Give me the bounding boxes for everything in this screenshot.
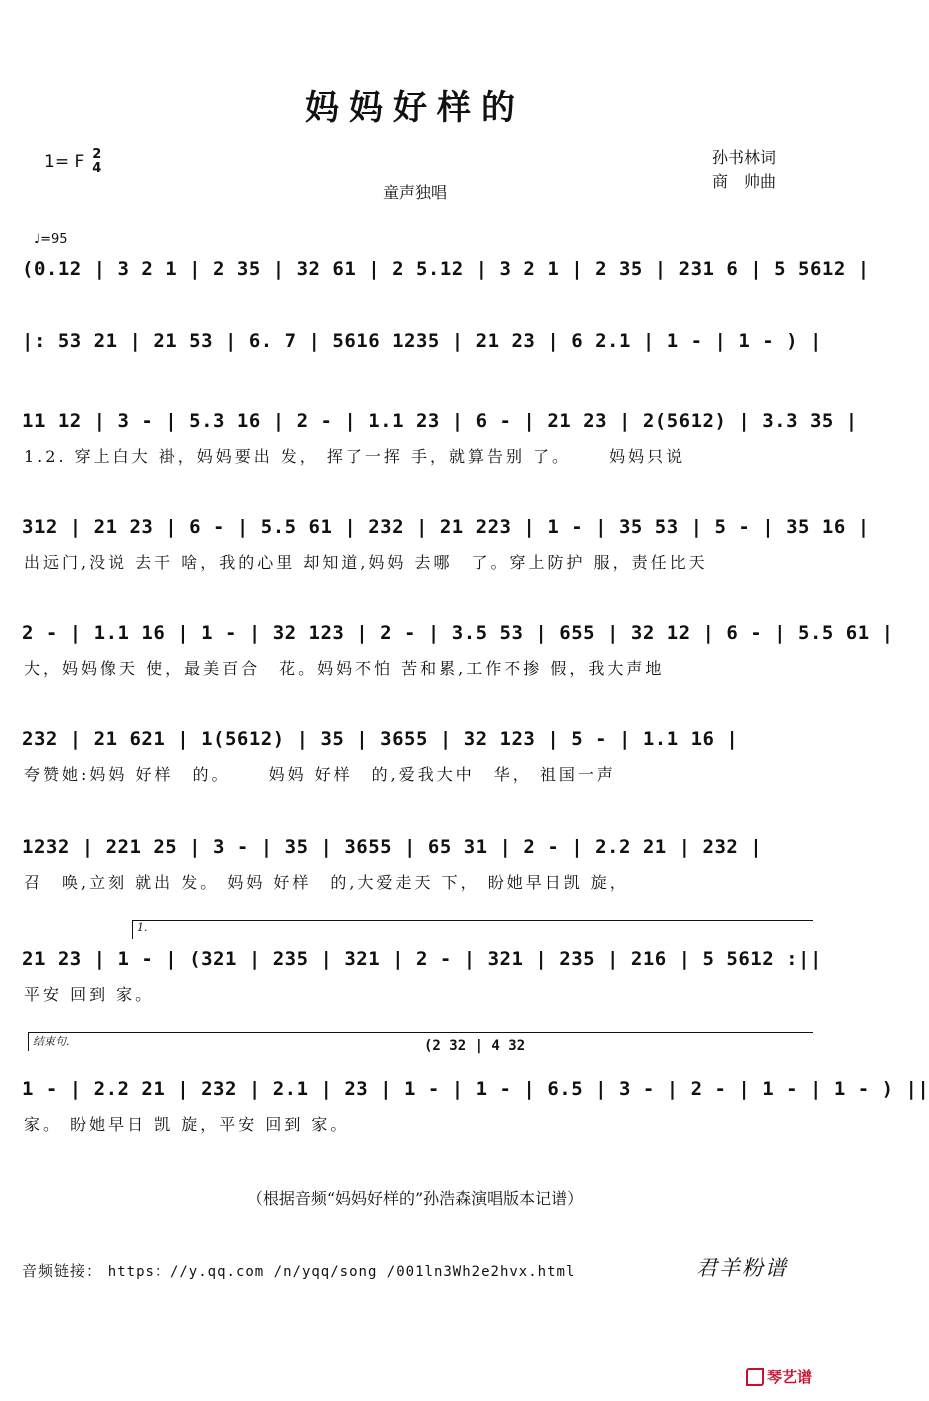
notation: 312 | 21 23 | 6 - | 5.5 61 | 232 | 21 223 | 1 - | 35 53 | 5 - | 35 16 |: [22, 516, 870, 538]
staff-line: [22, 1066, 929, 1112]
ending-label: 结束句.: [33, 1035, 70, 1048]
notation: 11 12 | 3 - | 5.3 16 | 2 - | 1.1 23 | 6 - | 21 23 | 2(5612) | 3.3 35 |: [22, 410, 858, 432]
notation: |: 53 21 | 21 53 | 6. 7 | 5616 1235 | 21 23 | 6 2.1 | 1 - | 1 - ) |: [22, 330, 822, 352]
lyrics-line: [22, 292, 812, 320]
lyrics-line: 家。 盼她早日 凯 旋，平安 回到 家。: [24, 1115, 350, 1134]
key-signature: [44, 148, 101, 176]
staff-line: [22, 610, 894, 656]
score-system-3: [22, 398, 858, 472]
transcriber-signature: 君羊粉谱: [696, 1256, 788, 1280]
source-note: （根据音频“妈妈好样的”孙浩森演唱版本记谱）: [246, 1189, 584, 1208]
audio-link: [22, 1260, 575, 1281]
notation: (0.12 | 3 2 1 | 2 35 | 32 61 | 2 5.12 | 3 2 1 | 2 35 | 231 6 | 5 5612 |: [22, 258, 870, 280]
lyrics-line: 召 唤,立刻 就出 发。 妈妈 好样 的,大爱走天 下， 盼她早日凯 旋，: [24, 873, 629, 892]
score-system-5: [22, 610, 894, 684]
audio-link-label: 音频链接：: [22, 1262, 103, 1280]
staff-line: [22, 398, 858, 444]
watermark-logo: [746, 1366, 812, 1387]
key-label: 1= F: [44, 152, 85, 172]
score-system-6: [22, 716, 812, 790]
composer: 商 帅曲: [712, 172, 777, 191]
performance-type: 童声独唱: [382, 183, 447, 202]
tempo-marking: ♩=95: [34, 232, 68, 247]
audio-link-url[interactable]: https：//y.qq.com /n/yqq/song /001ln3Wh2e2hvx.html: [107, 1264, 576, 1280]
score-system-7: [22, 824, 812, 898]
score-system-1: [22, 246, 870, 320]
score-system-2: [22, 318, 822, 392]
lyrics-line: 大，妈妈像天 使，最美百合 花。妈妈不怕 苦和累,工作不掺 假，我大声地: [24, 659, 665, 678]
lyrics-line: 1.2. 穿上白大 褂，妈妈要出 发， 挥了一挥 手，就算告别 了。 妈妈只说: [24, 447, 686, 466]
staff-line: [22, 936, 822, 982]
notation: 232 | 21 621 | 1(5612) | 35 | 3655 | 32 123 | 5 - | 1.1 16 |: [22, 728, 739, 750]
logo-icon: [746, 1368, 764, 1386]
lyrics-line: 出远门,没说 去干 啥，我的心里 却知道,妈妈 去哪 了。穿上防护 服，责任比天: [24, 553, 708, 572]
notation: 1232 | 221 25 | 3 - | 35 | 3655 | 65 31 | 2 - | 2.2 21 | 232 |: [22, 836, 763, 858]
notation: 1 - | 2.2 21 | 232 | 2.1 | 23 | 1 - | 1 - | 6.5 | 3 - | 2 - | 1 - | 1 - ) ||: [22, 1078, 929, 1100]
score-system-4: [22, 504, 870, 578]
staff-line: [22, 504, 870, 550]
staff-line: [22, 824, 812, 870]
time-signature: 2 4: [92, 147, 102, 176]
watermark-text: 琴艺谱: [767, 1368, 813, 1386]
staff-line: [22, 246, 870, 292]
first-ending-label: 1.: [137, 921, 148, 934]
notation: 21 23 | 1 - | (321 | 235 | 321 | 2 - | 321 | 235 | 216 | 5 5612 :||: [22, 948, 822, 970]
score-system-9: [22, 1066, 929, 1140]
lyricist: 孙书林词: [712, 148, 777, 167]
lyrics-line: [22, 364, 812, 392]
lyrics-line: 夸赞她:妈妈 好样 的。 妈妈 好样 的,爱我大中 华， 祖国一声: [24, 765, 616, 784]
staff-line: [22, 716, 812, 762]
staff-line: [22, 318, 822, 364]
score-system-8: [22, 936, 822, 1010]
notation: 2 - | 1.1 16 | 1 - | 32 123 | 2 - | 3.5 53 | 655 | 32 12 | 6 - | 5.5 61 |: [22, 622, 894, 644]
ossia-notation: (2 32 | 4 32: [424, 1038, 526, 1054]
song-title: 妈妈好样的: [305, 88, 525, 128]
lyrics-line: 平安 回到 家。: [24, 985, 155, 1004]
ending-bracket: [28, 1032, 813, 1051]
